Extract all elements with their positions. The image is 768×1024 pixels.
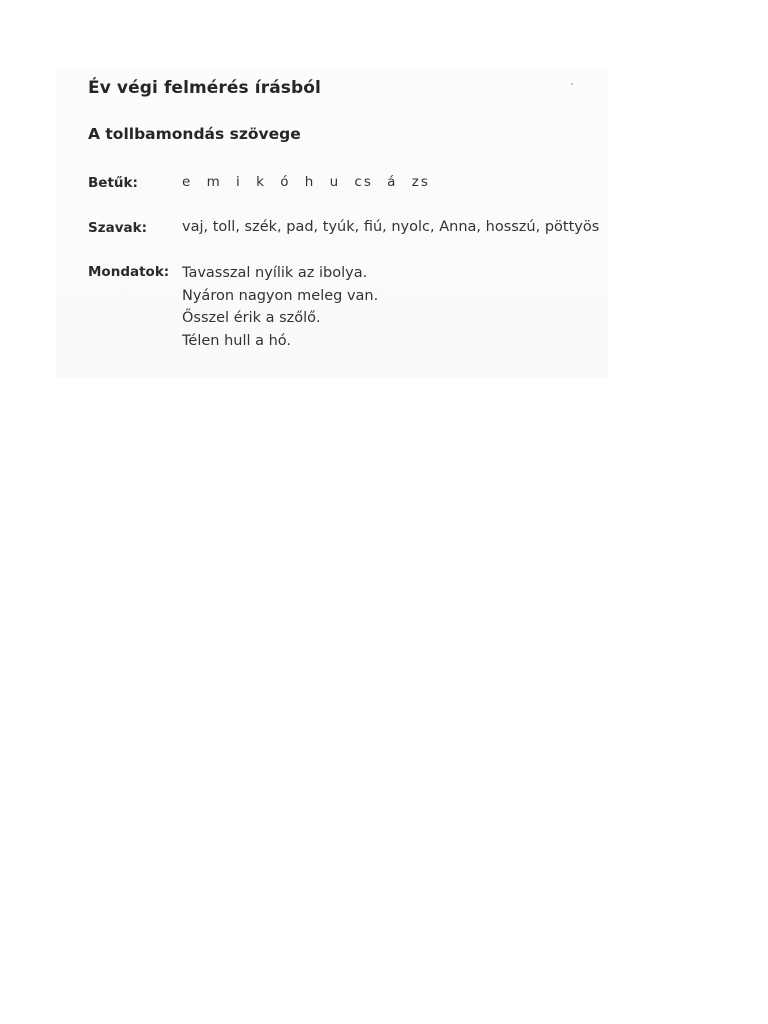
letters-value: e m i k ó h u cs á zs <box>182 174 430 190</box>
sentence-line: Ősszel érik a szőlő. <box>182 310 321 326</box>
words-label: Szavak: <box>88 220 147 236</box>
words-value: vaj, toll, szék, pad, tyúk, fiú, nyolc, Anna, hosszú, pöttyös <box>182 219 600 235</box>
page-title: Év végi felmérés írásból <box>88 78 321 98</box>
sentence-line: Télen hull a hó. <box>182 332 292 349</box>
letters-label: Betűk: <box>88 175 138 191</box>
sentences-label: Mondatok: <box>88 264 170 280</box>
sentence-line: Nyáron nagyon meleg van. <box>182 287 379 304</box>
scan-speck <box>571 83 573 85</box>
section-subtitle: A tollbamondás szövege <box>88 125 301 143</box>
sentences-list <box>182 262 378 352</box>
sentence-line: Tavasszal nyílik az ibolya. <box>182 265 368 281</box>
